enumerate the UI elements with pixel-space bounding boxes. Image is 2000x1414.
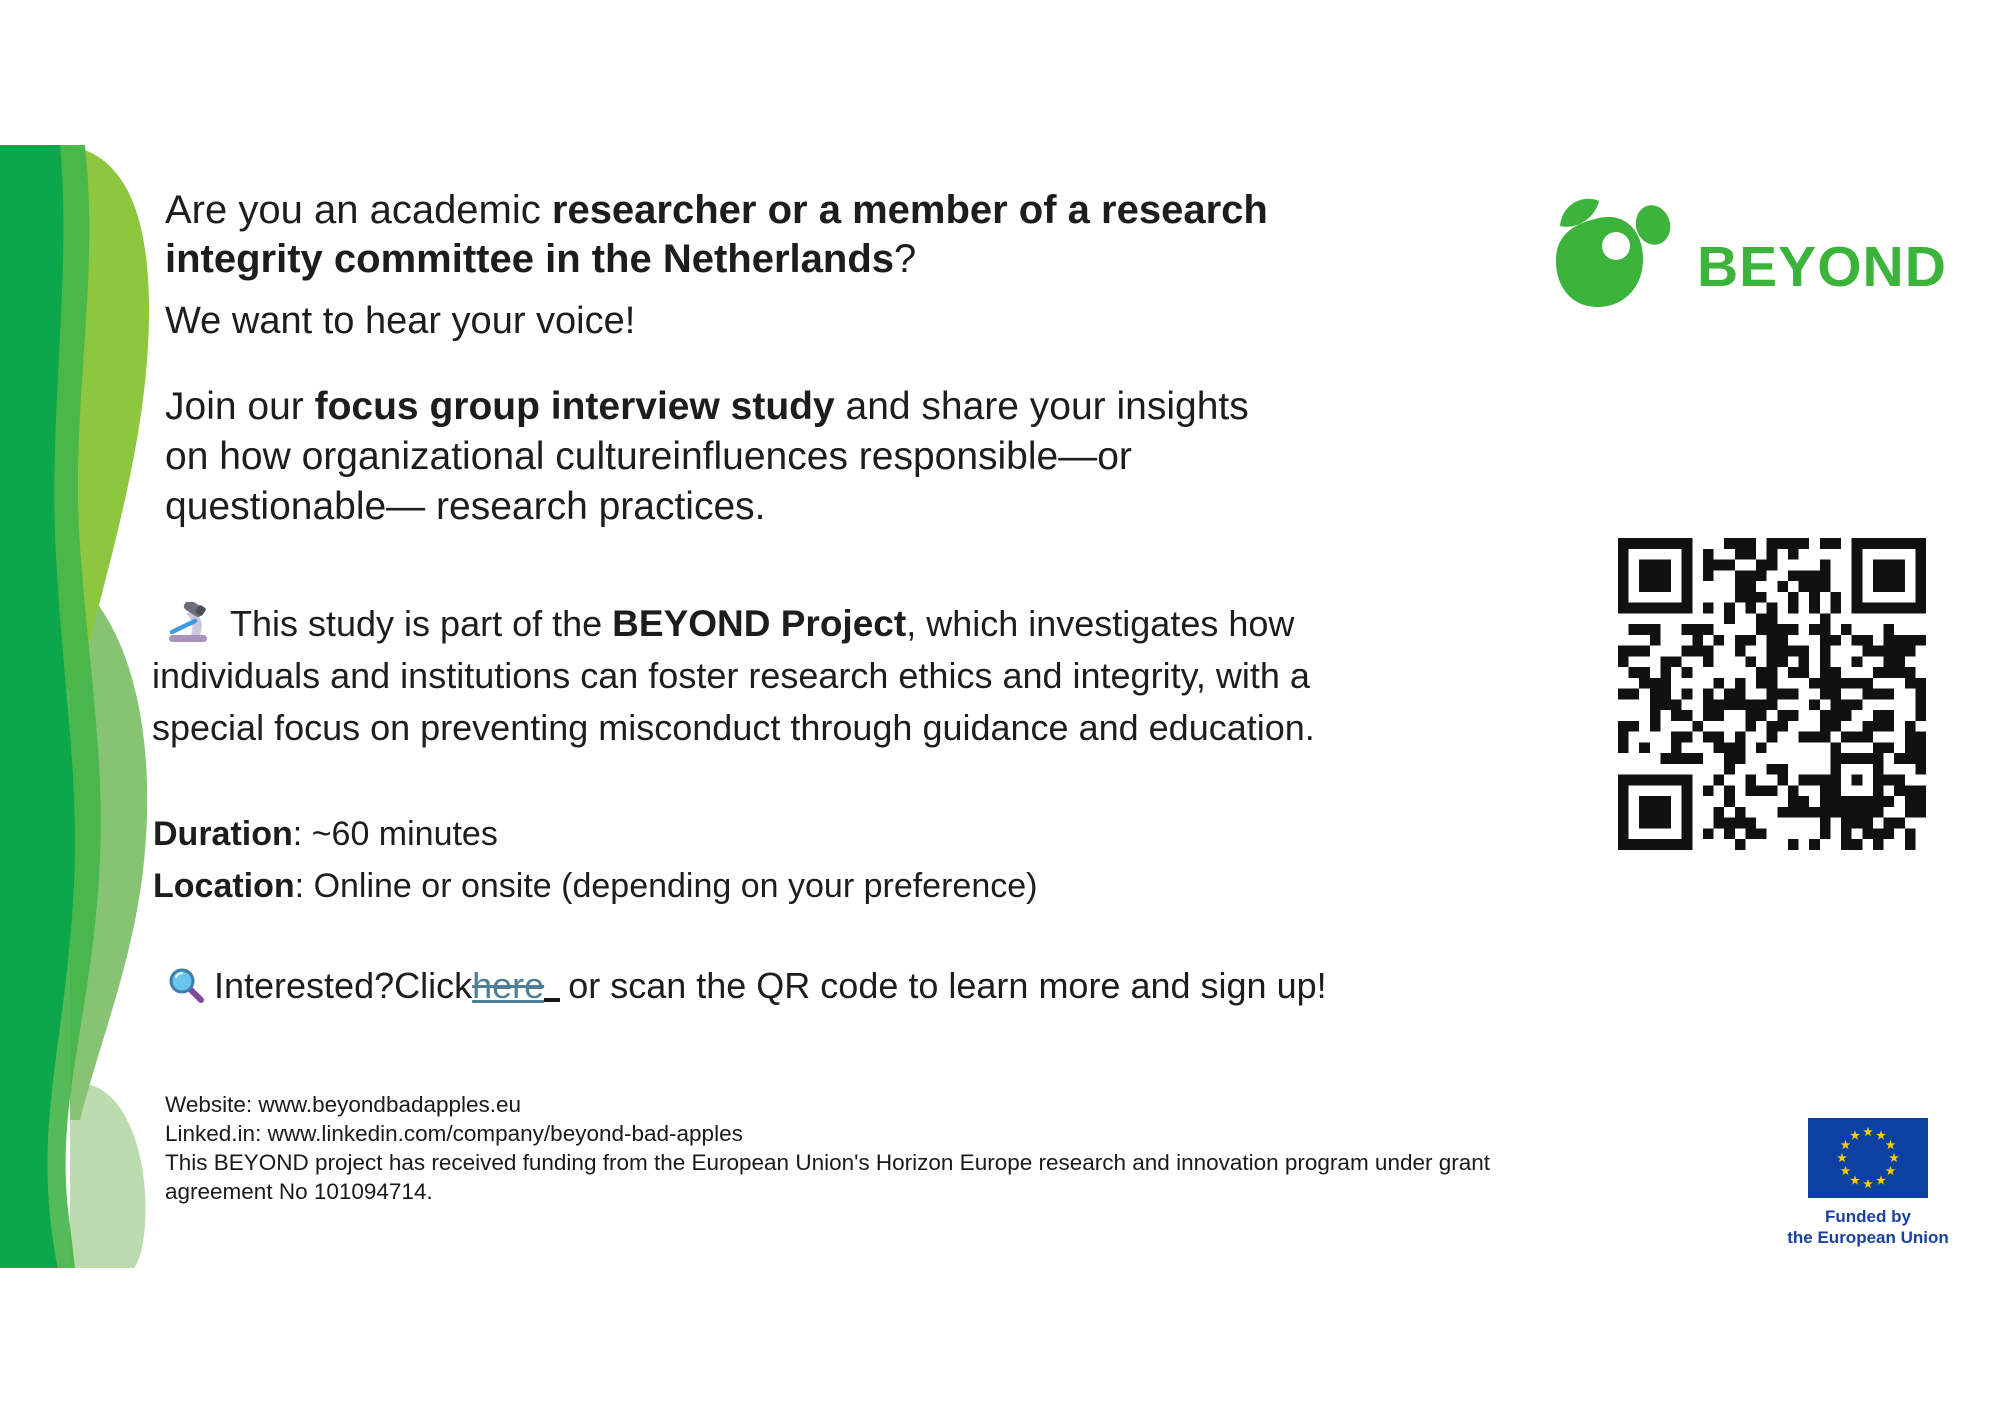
funding-line-1: This BEYOND project has received funding from the European Union's Horizon Europe research and innovation program under grant [165,1150,1491,1175]
linkedin-line: Linked.in: www.linkedin.com/company/beyond-bad-apples [165,1121,743,1146]
page-title [165,186,1268,284]
cta-text-post: or scan the QR code to learn more and sign up! [568,965,1327,1006]
study-line-1: This study is part of the BEYOND Project, which investigates how [152,598,1315,650]
beyond-project-bold: BEYOND Project [612,603,907,644]
magnifier-icon [168,967,206,1005]
session-details [153,808,1037,912]
logo-wordmark: BEYOND [1697,235,1947,299]
subtitle: We want to hear your voice! [165,300,636,342]
eu-funding-block [1768,1118,1968,1248]
location-label: Location [153,867,295,905]
invitation-line-2: on how organizational cultureinfluences responsible—or [165,435,1132,478]
title-regular: Are you an academic [165,188,552,232]
location-line: Location: Online or onsite (depending on your preference) [153,867,1038,905]
eu-flag [1808,1118,1928,1198]
funding-line-2: agreement No 101094714. [165,1179,433,1204]
invitation-line-1: Join our focus group interview study and share your insights [165,385,1249,428]
eu-caption-line-2: the European Union [1787,1228,1949,1247]
duration-line: Duration: ~60 minutes [153,815,498,853]
underscore-mark [544,962,560,1002]
cta-text-pre: Interested?Click [214,965,473,1006]
beyond-logo [1553,188,1947,314]
eu-caption-line-1: Funded by [1825,1207,1911,1226]
title-line-2 [165,235,1268,284]
title-bold: researcher or a member of a research [551,188,1268,232]
microscope-icon [164,602,210,644]
green-wave-decoration [0,145,150,1268]
apple-icon [1553,188,1685,314]
invitation-paragraph [165,382,1249,532]
title-bold-2: integrity committee in the Netherlands [165,237,895,281]
focus-group-bold: focus group interview study [314,385,835,428]
title-question-mark: ? [894,237,917,281]
study-line-2: individuals and institutions can foster research ethics and integrity, with a [152,655,1310,696]
signup-link[interactable]: here [472,965,545,1006]
invitation-line-3: questionable— research practices. [165,485,766,528]
study-description [152,598,1315,754]
footer [165,1090,1505,1206]
website-line: Website: www.beyondbadapples.eu [165,1092,522,1117]
call-to-action [168,965,1327,1007]
eu-caption [1768,1206,1968,1248]
title-line-1 [165,186,1268,235]
qr-code [1618,538,1926,850]
study-line-3: special focus on preventing misconduct through guidance and education. [152,707,1315,748]
duration-label: Duration [153,815,293,853]
